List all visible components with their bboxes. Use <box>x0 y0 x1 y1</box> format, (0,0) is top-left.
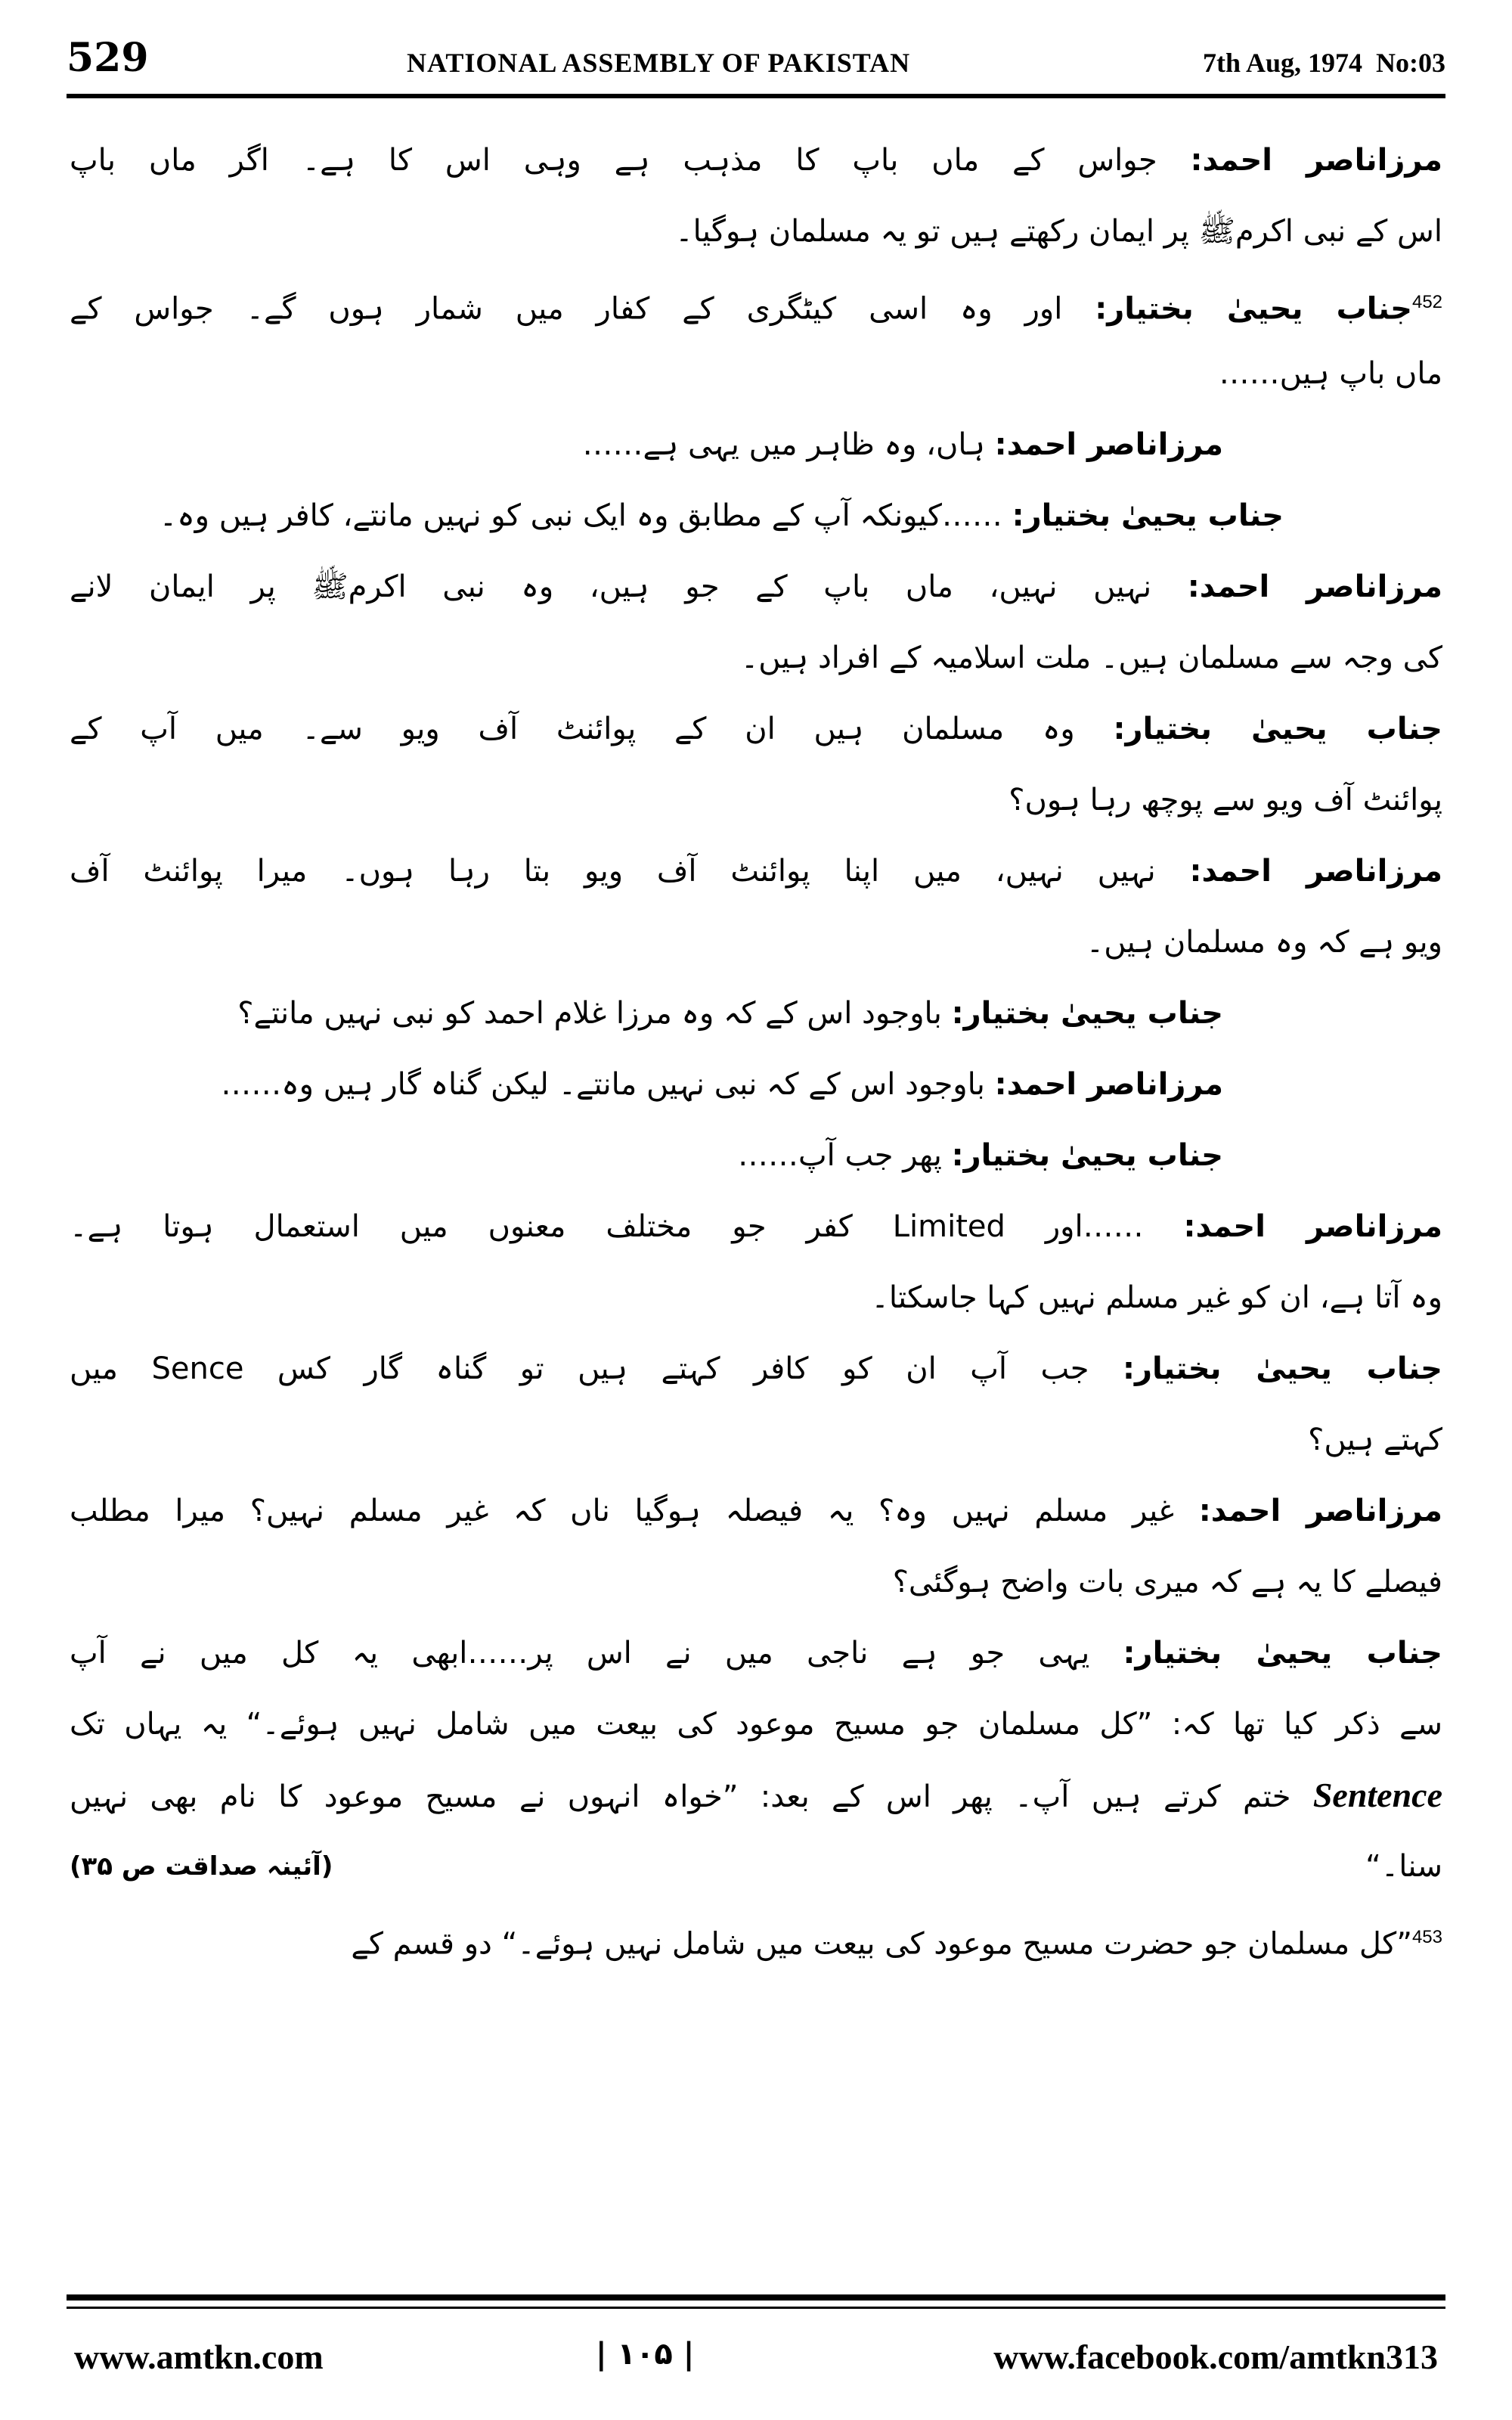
footer-website-link[interactable]: www.amtkn.com <box>74 2338 324 2376</box>
transcript-line <box>70 907 1442 978</box>
reference-line <box>70 1831 1442 1902</box>
transcript-line <box>70 1618 1442 1689</box>
speaker-name: مرزاناصر احمد: <box>994 1067 1223 1102</box>
speaker-name: مرزاناصر احمد: <box>1187 569 1442 604</box>
line-text: اور وہ اسی کیٹگری کے کفار میں شمار ہوں گے۔ جواس کے <box>70 291 1063 327</box>
line-text: ختم کرتے ہیں آپ۔ پھر اس کے بعد: ”خواہ انہوں نے مسیح موعود کا نام بھی نہیں <box>70 1779 1291 1814</box>
transcript-line <box>70 978 1442 1049</box>
footnote-marker: 453 <box>1411 1927 1442 1947</box>
transcript-line <box>70 836 1442 907</box>
header-title: NATIONAL ASSEMBLY OF PAKISTAN <box>407 48 911 78</box>
footnote-marker: 452 <box>1411 292 1442 312</box>
line-text: نہیں نہیں، ماں باپ کے جو ہیں، وہ نبی اکرمﷺ پر ایمان لانے <box>70 569 1152 604</box>
line-text: ویو ہے کہ وہ مسلمان ہیں۔ <box>1086 925 1442 960</box>
line-text: باوجود اس کے کہ نبی نہیں مانتے۔ لیکن گناہ گار ہیں وہ…… <box>221 1067 985 1102</box>
line-text: پوائنٹ آف ویو سے پوچھ رہا ہوں؟ <box>1009 783 1442 818</box>
footer-facebook-link[interactable]: www.facebook.com/amtkn313 <box>993 2338 1438 2376</box>
last-line <box>70 1902 1442 1973</box>
line-text: جواس کے ماں باپ کا مذہب ہے وہی اس کا ہے۔ اگر ماں باپ <box>70 143 1157 178</box>
line-text: کی وجہ سے مسلمان ہیں۔ ملت اسلامیہ کے افراد ہیں۔ <box>740 641 1442 675</box>
page-header <box>67 30 1445 91</box>
speaker-name: جناب یحییٰ بختیار: <box>1095 291 1412 327</box>
transcript-line <box>70 551 1442 622</box>
line-text: غیر مسلم نہیں وہ؟ یہ فیصلہ ہوگیا ناں کہ غیر مسلم نہیں؟ میرا مطلب <box>70 1494 1175 1528</box>
transcript-body <box>70 125 1442 1973</box>
english-term: Sentence <box>1312 1776 1442 1814</box>
footer-page-counter: | ۱۰۵ | <box>596 2337 695 2372</box>
transcript-line <box>70 1120 1442 1191</box>
line-text: ……کیونکہ آپ کے مطابق وہ ایک نبی کو نہیں مانتے، کافر ہیں وہ۔ <box>159 498 1002 533</box>
line-text: وہ آتا ہے، ان کو غیر مسلم نہیں کہا جاسکتا۔ <box>871 1280 1442 1315</box>
footer-rule-thin <box>67 2307 1445 2309</box>
speaker-name: جناب یحییٰ بختیار: <box>951 1138 1223 1173</box>
transcript-line <box>70 765 1442 836</box>
footer-rule-thick <box>67 2294 1445 2301</box>
header-date-issue <box>1203 47 1445 79</box>
transcript-line <box>70 1475 1442 1547</box>
transcript-line <box>70 622 1442 693</box>
speaker-name: جناب یحییٰ بختیار: <box>1123 1636 1442 1671</box>
speaker-name: مرزاناصر احمد: <box>1190 143 1442 178</box>
speaker-name: مرزاناصر احمد: <box>1198 1494 1442 1528</box>
transcript-line <box>70 409 1442 480</box>
transcript-line <box>70 125 1442 196</box>
speaker-name: مرزاناصر احمد: <box>1189 854 1442 889</box>
reference-line-text: سنا۔“ <box>1365 1849 1442 1884</box>
last-line-text: ”کل مسلمان جو حضرت مسیح موعود کی بیعت میں شامل نہیں ہوئے۔“ دو قسم کے <box>351 1926 1412 1962</box>
line-text: پھر جب آپ…… <box>738 1138 942 1173</box>
transcript-lines <box>70 125 1442 1831</box>
line-text: جب آپ ان کو کافر کہتے ہیں تو گناہ گار کس Sence میں <box>70 1351 1089 1386</box>
header-rule <box>67 94 1445 98</box>
line-text: باوجود اس کے کہ وہ مرزا غلام احمد کو نبی نہیں مانتے؟ <box>237 996 942 1031</box>
transcript-line <box>70 480 1442 551</box>
line-text: فیصلے کا یہ ہے کہ میری بات واضح ہوگئی؟ <box>892 1565 1442 1599</box>
header-issue: No:03 <box>1376 48 1445 78</box>
transcript-line <box>70 1049 1442 1120</box>
line-text: نہیں نہیں، میں اپنا پوائنٹ آف ویو بتا رہا ہوں۔ میرا پوائنٹ آف <box>70 854 1156 889</box>
line-text: سے ذکر کیا تھا کہ: ”کل مسلمان جو مسیح موعود کی بیعت میں شامل نہیں ہوئے۔“ یہ یہاں تک <box>70 1707 1442 1742</box>
line-text: اس کے نبی اکرمﷺ پر ایمان رکھتے ہیں تو یہ مسلمان ہوگیا۔ <box>675 214 1442 249</box>
transcript-line <box>70 1689 1442 1760</box>
transcript-line <box>70 338 1442 409</box>
speaker-name: جناب یحییٰ بختیار: <box>1123 1351 1442 1386</box>
line-text: کہتے ہیں؟ <box>1308 1423 1442 1457</box>
line-text: ہاں، وہ ظاہر میں یہی ہے…… <box>582 427 985 462</box>
speaker-name: مرزاناصر احمد: <box>994 427 1223 462</box>
page-footer <box>67 2337 1445 2390</box>
transcript-line <box>70 196 1442 267</box>
transcript-line <box>70 1760 1442 1831</box>
transcript-line <box>70 267 1442 338</box>
speaker-name: مرزاناصر احمد: <box>1183 1209 1442 1244</box>
header-date: 7th Aug, 1974 <box>1202 48 1362 78</box>
speaker-name: جناب یحییٰ بختیار: <box>1012 498 1284 533</box>
page-number: 529 <box>67 35 149 81</box>
transcript-line <box>70 1333 1442 1404</box>
reference-citation: (آئینہ صداقت ص ۳۵) <box>70 1851 333 1882</box>
line-text: یہی جو ہے ناجی میں نے اس پر……ابھی یہ کل میں نے آپ <box>70 1636 1090 1671</box>
transcript-line <box>70 693 1442 765</box>
speaker-name: جناب یحییٰ بختیار: <box>951 996 1223 1031</box>
transcript-line <box>70 1404 1442 1475</box>
line-text: وہ مسلمان ہیں ان کے پوائنٹ آف ویو سے۔ میں آپ کے <box>70 712 1075 746</box>
transcript-line <box>70 1191 1442 1262</box>
line-text: ماں باپ ہیں…… <box>1219 356 1442 391</box>
speaker-name: جناب یحییٰ بختیار: <box>1113 712 1442 746</box>
transcript-line <box>70 1547 1442 1618</box>
line-text: ……اور Limited کفر جو مختلف معنوں میں استعمال ہوتا ہے۔ <box>70 1209 1144 1244</box>
transcript-line <box>70 1262 1442 1333</box>
